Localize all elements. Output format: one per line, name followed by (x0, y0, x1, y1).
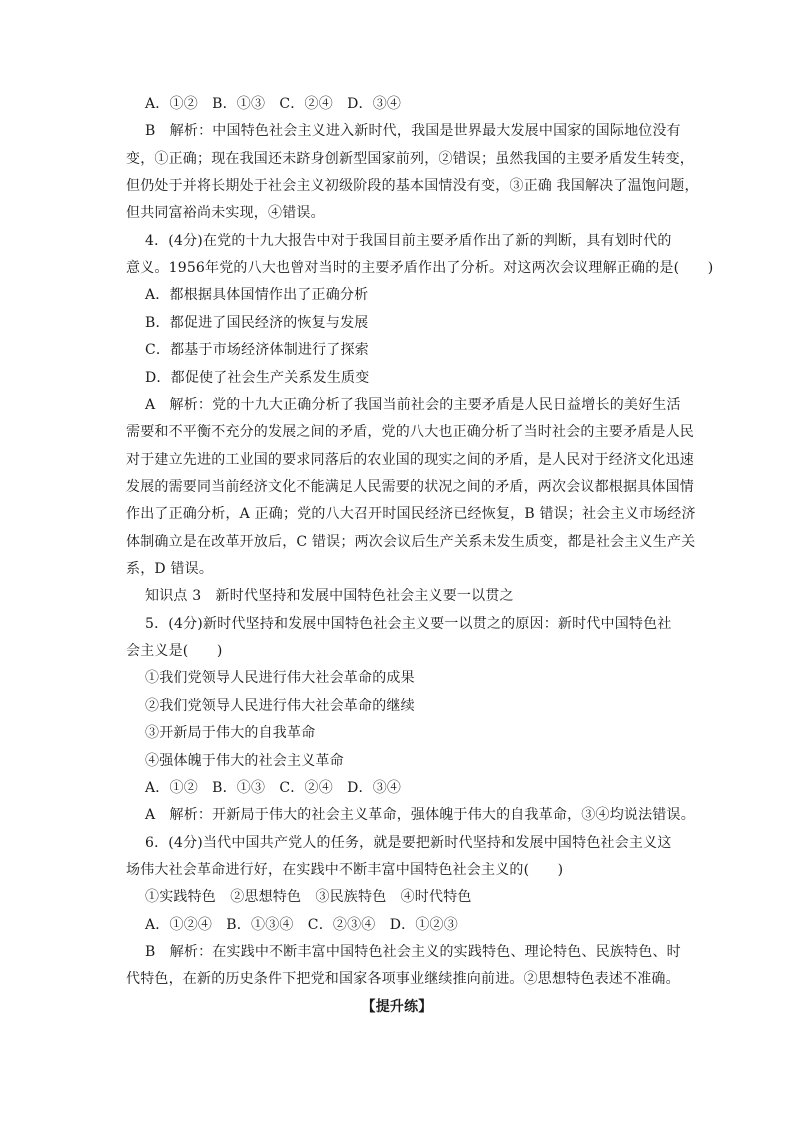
q4-stem-line-1: 4．(4分)在党的十九大报告中对于我国目前主要矛盾作出了新的判断，具有划时代的 (145, 233, 672, 249)
section-heading-tisheng: 【提升练】 (361, 999, 433, 1015)
q4-answer-line-5: 作出了正确分析，A 正确；党的八大召开时国民经济已经恢复，B 错误；社会主义市场经济 (126, 506, 696, 522)
q3-answer-line-4: 但共同富裕尚未实现，④错误。 (126, 205, 325, 221)
q4-option-a: A．都根据具体国情作出了正确分析 (145, 287, 369, 303)
q4-answer-line-7: 系，D 错误。 (126, 561, 214, 577)
q6-answer-line-1: B 解析：在实践中不断丰富中国特色社会主义的实践特色、理论特色、民族特色、时 (145, 944, 681, 960)
q4-answer-line-4: 发展的需要同当前经济文化不能满足人民需要的状况之间的矛盾，两次会议都根据具体国情 (126, 479, 694, 495)
q6-stem-line-2: 场伟大社会革命进行好，在实践中不断丰富中国特色社会主义的( ) (126, 862, 564, 878)
q4-option-c: C．都基于市场经济体制进行了探索 (145, 342, 369, 358)
q4-answer-line-6: 体制确立是在改革开放后，C 错误；两次会议后生产关系未发生质变，都是社会主义生产关 (126, 534, 696, 550)
q3-answer-line-2: 变，①正确；现在我国还未跻身创新型国家前列，②错误；虽然我国的主要矛盾发生转变， (126, 151, 694, 167)
q4-answer-line-2: 需要和不平衡不充分的发展之间的矛盾，党的八大也正确分析了当时社会的主要矛盾是人民 (126, 424, 694, 440)
q4-option-d: D．都促使了社会生产关系发生质变 (145, 370, 370, 386)
q4-option-b: B．都促进了国民经济的恢复与发展 (145, 315, 369, 331)
q4-stem-line-2: 意义。1956年党的八大也曾对当时的主要矛盾作出了分析。对这两次会议理解正确的是( ) (126, 260, 714, 276)
q6-answer-line-2: 代特色，在新的历史条件下把党和国家各项事业继续推向前进。②思想特色表述不准确。 (126, 971, 680, 987)
q5-stem-line-1: 5．(4分)新时代坚持和发展中国特色社会主义要一以贯之的原因：新时代中国特色社 (145, 616, 672, 632)
q4-answer-line-3: 对于建立先进的工业国的要求同落后的农业国的现实之间的矛盾，是人民对于经济文化迅速 (126, 452, 694, 468)
q3-answer-line-3: 但仍处于并将长期处于社会主义初级阶段的基本国情没有变，③正确 我国解决了温饱问题， (126, 178, 699, 194)
q4-answer-line-1: A 解析：党的十九大正确分析了我国当前社会的主要矛盾是人民日益增长的美好生活 (145, 397, 681, 413)
knowledge-point-3-title: 知识点 3 新时代坚持和发展中国特色社会主义要一以贯之 (145, 588, 514, 604)
q6-items: ①实践特色 ②思想特色 ③民族特色 ④时代特色 (145, 889, 472, 905)
q5-options: A．①② B．①③ C．②④ D．③④ (145, 780, 402, 796)
q6-options: A．①②④ B．①③④ C．②③④ D．①②③ (145, 917, 458, 933)
q6-stem-line-1: 6．(4分)当代中国共产党人的任务，就是要把新时代坚持和发展中国特色社会主义这 (145, 835, 672, 851)
q3-answer-line-1: B 解析：中国特色社会主义进入新时代，我国是世界最大发展中国家的国际地位没有 (145, 123, 681, 139)
q5-answer: A 解析：开新局于伟大的社会主义革命，强体魄于伟大的自我革命，③④均说法错误。 (145, 807, 695, 823)
q5-stem-line-2: 会主义是( ) (126, 643, 223, 659)
q5-item-4: ④强体魄于伟大的社会主义革命 (145, 753, 344, 769)
q5-item-1: ①我们党领导人民进行伟大社会革命的成果 (145, 670, 415, 686)
q5-item-3: ③开新局于伟大的自我革命 (145, 725, 316, 741)
q3-options: A．①② B．①③ C．②④ D．③④ (145, 96, 402, 112)
q5-item-2: ②我们党领导人民进行伟大社会革命的继续 (145, 698, 415, 714)
